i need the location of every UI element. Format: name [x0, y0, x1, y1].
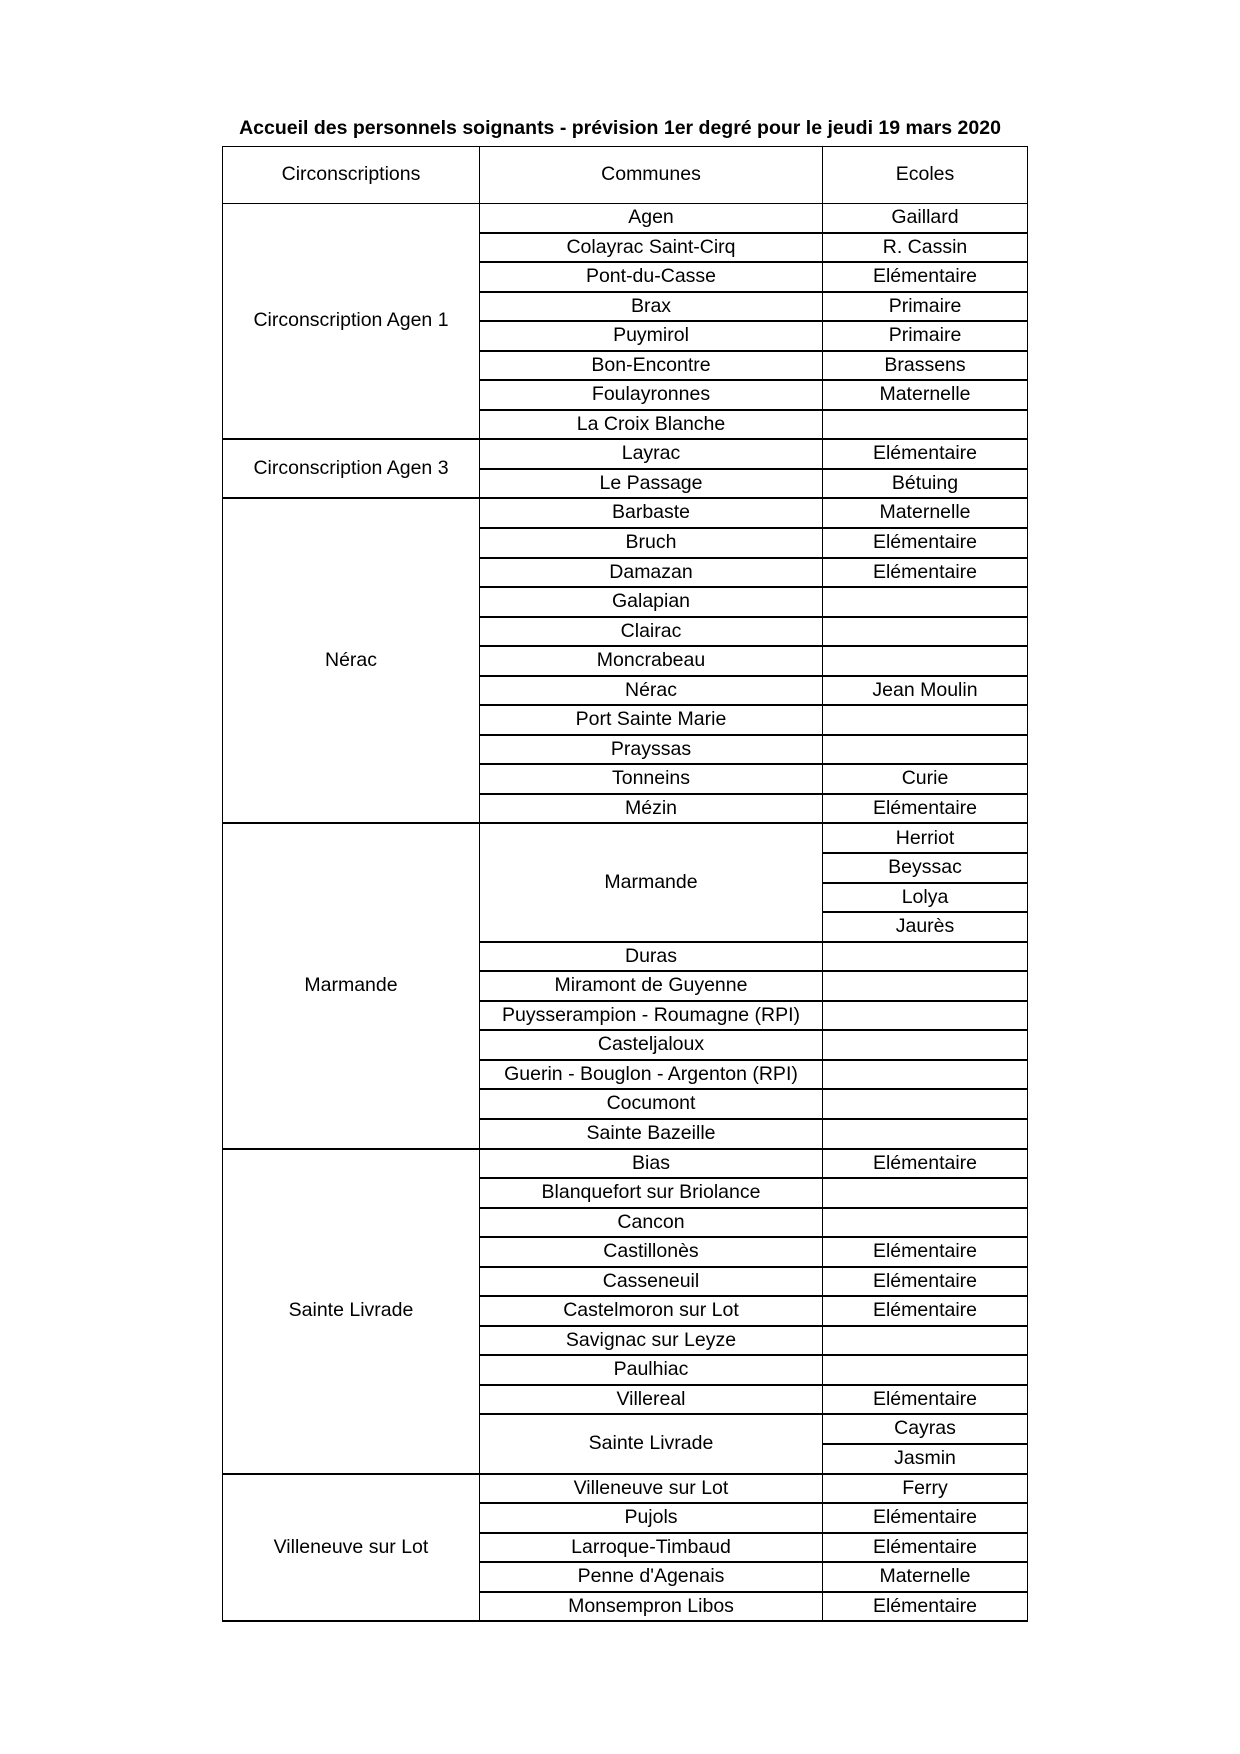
ecole-cell: Elémentaire: [823, 439, 1028, 469]
ecole-cell: [823, 1060, 1028, 1090]
circonscription-cell: Sainte Livrade: [223, 1149, 480, 1474]
commune-cell: Castelmoron sur Lot: [480, 1296, 823, 1326]
commune-cell: Bon-Encontre: [480, 351, 823, 381]
commune-cell: Damazan: [480, 558, 823, 588]
commune-cell: Colayrac Saint-Cirq: [480, 233, 823, 263]
commune-cell: Barbaste: [480, 498, 823, 528]
ecole-cell: Elémentaire: [823, 558, 1028, 588]
commune-cell: Brax: [480, 292, 823, 322]
ecole-cell: [823, 1119, 1028, 1149]
ecole-cell: Cayras: [823, 1414, 1028, 1444]
ecole-cell: Elémentaire: [823, 1533, 1028, 1563]
ecole-cell: Curie: [823, 764, 1028, 794]
commune-cell: Casseneuil: [480, 1267, 823, 1297]
commune-cell: Prayssas: [480, 735, 823, 765]
commune-cell: Cocumont: [480, 1089, 823, 1119]
ecole-cell: Ferry: [823, 1474, 1028, 1504]
ecole-cell: [823, 735, 1028, 765]
circonscription-cell: Circonscription Agen 1: [223, 204, 480, 440]
commune-cell: Clairac: [480, 617, 823, 647]
ecole-cell: Elémentaire: [823, 262, 1028, 292]
ecole-cell: Beyssac: [823, 853, 1028, 883]
ecole-cell: Jean Moulin: [823, 676, 1028, 706]
commune-cell: Paulhiac: [480, 1355, 823, 1385]
ecole-cell: Elémentaire: [823, 794, 1028, 824]
commune-cell: Mézin: [480, 794, 823, 824]
ecole-cell: [823, 1001, 1028, 1031]
commune-cell: Penne d'Agenais: [480, 1562, 823, 1592]
ecole-cell: Elémentaire: [823, 1385, 1028, 1415]
ecole-cell: [823, 617, 1028, 647]
table-row: [223, 823, 1028, 853]
ecole-cell: Jasmin: [823, 1444, 1028, 1474]
commune-cell: Monsempron Libos: [480, 1592, 823, 1622]
table-row: [223, 204, 1028, 233]
commune-cell: Miramont de Guyenne: [480, 971, 823, 1001]
circonscription-cell: Marmande: [223, 823, 480, 1148]
ecole-cell: [823, 705, 1028, 735]
ecole-cell: [823, 587, 1028, 617]
commune-cell: Pont-du-Casse: [480, 262, 823, 292]
commune-cell: Marmande: [480, 823, 823, 941]
commune-cell: Sainte Livrade: [480, 1414, 823, 1473]
header-communes: Communes: [480, 147, 823, 204]
circonscription-cell: Villeneuve sur Lot: [223, 1474, 480, 1622]
commune-cell: Moncrabeau: [480, 646, 823, 676]
schools-table: [222, 146, 1028, 1622]
ecole-cell: [823, 410, 1028, 440]
commune-cell: Bruch: [480, 528, 823, 558]
ecole-cell: Primaire: [823, 321, 1028, 351]
table-row: [223, 1149, 1028, 1179]
ecole-cell: Elémentaire: [823, 528, 1028, 558]
commune-cell: Nérac: [480, 676, 823, 706]
commune-cell: Guerin - Bouglon - Argenton (RPI): [480, 1060, 823, 1090]
commune-cell: Port Sainte Marie: [480, 705, 823, 735]
circonscription-cell: Circonscription Agen 3: [223, 439, 480, 498]
commune-cell: Villereal: [480, 1385, 823, 1415]
ecole-cell: Primaire: [823, 292, 1028, 322]
ecole-cell: [823, 1030, 1028, 1060]
commune-cell: Le Passage: [480, 469, 823, 499]
ecole-cell: Elémentaire: [823, 1503, 1028, 1533]
ecole-cell: Elémentaire: [823, 1237, 1028, 1267]
ecole-cell: [823, 646, 1028, 676]
ecole-cell: [823, 942, 1028, 972]
commune-cell: Agen: [480, 204, 823, 233]
table-body: [223, 204, 1028, 1622]
ecole-cell: Elémentaire: [823, 1296, 1028, 1326]
commune-cell: Puysserampion - Roumagne (RPI): [480, 1001, 823, 1031]
commune-cell: Pujols: [480, 1503, 823, 1533]
ecole-cell: Jaurès: [823, 912, 1028, 942]
commune-cell: La Croix Blanche: [480, 410, 823, 440]
ecole-cell: [823, 1089, 1028, 1119]
commune-cell: Casteljaloux: [480, 1030, 823, 1060]
ecole-cell: Maternelle: [823, 380, 1028, 410]
commune-cell: Savignac sur Leyze: [480, 1326, 823, 1356]
commune-cell: Layrac: [480, 439, 823, 469]
table-row: [223, 498, 1028, 528]
commune-cell: Larroque-Timbaud: [480, 1533, 823, 1563]
circonscription-cell: Nérac: [223, 498, 480, 823]
ecole-cell: [823, 1178, 1028, 1208]
commune-cell: Blanquefort sur Briolance: [480, 1178, 823, 1208]
header-row: [223, 147, 1028, 204]
commune-cell: Tonneins: [480, 764, 823, 794]
ecole-cell: Brassens: [823, 351, 1028, 381]
ecole-cell: R. Cassin: [823, 233, 1028, 263]
ecole-cell: Elémentaire: [823, 1149, 1028, 1179]
commune-cell: Foulayronnes: [480, 380, 823, 410]
ecole-cell: Herriot: [823, 823, 1028, 853]
ecole-cell: Lolya: [823, 883, 1028, 913]
ecole-cell: [823, 1326, 1028, 1356]
commune-cell: Bias: [480, 1149, 823, 1179]
table-row: [223, 1474, 1028, 1504]
ecole-cell: [823, 971, 1028, 1001]
header-ecoles: Ecoles: [823, 147, 1028, 204]
commune-cell: Cancon: [480, 1208, 823, 1238]
ecole-cell: [823, 1208, 1028, 1238]
ecole-cell: Elémentaire: [823, 1267, 1028, 1297]
ecole-cell: Maternelle: [823, 1562, 1028, 1592]
table-row: [223, 439, 1028, 469]
header-circonscriptions: Circonscriptions: [223, 147, 480, 204]
page-title: Accueil des personnels soignants - prévision 1er degré pour le jeudi 19 mars 2020: [239, 117, 1001, 139]
ecole-cell: Elémentaire: [823, 1592, 1028, 1622]
commune-cell: Castillonès: [480, 1237, 823, 1267]
commune-cell: Galapian: [480, 587, 823, 617]
ecole-cell: Maternelle: [823, 498, 1028, 528]
ecole-cell: Bétuing: [823, 469, 1028, 499]
ecole-cell: [823, 1355, 1028, 1385]
ecole-cell: Gaillard: [823, 204, 1028, 233]
commune-cell: Villeneuve sur Lot: [480, 1474, 823, 1504]
commune-cell: Puymirol: [480, 321, 823, 351]
commune-cell: Sainte Bazeille: [480, 1119, 823, 1149]
commune-cell: Duras: [480, 942, 823, 972]
